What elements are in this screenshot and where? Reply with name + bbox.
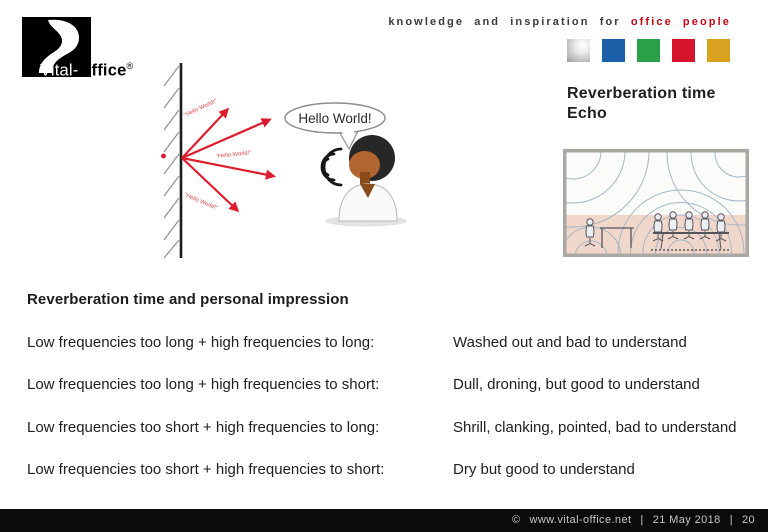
impression-row: [27, 334, 762, 351]
page-number: 20: [741, 514, 755, 526]
tagline-highlight: office people: [630, 16, 731, 28]
section-title-line1: Reverberation time: [567, 85, 716, 102]
condition-text: Low frequencies too long + high frequencies to short:: [27, 376, 380, 393]
section-title-line2: Echo: [567, 105, 607, 122]
color-square-blue: [602, 39, 625, 62]
color-square-gold: [707, 39, 730, 62]
condition-text: Low frequencies too short + high frequencies to short:: [27, 461, 385, 478]
echo-label: "Hello World!": [183, 192, 219, 212]
echo-scene-drawing: [140, 58, 432, 286]
footer-separator: |: [640, 514, 644, 526]
section-title: [567, 84, 716, 124]
color-square-silver: [567, 39, 590, 62]
footer-date: 21 May 2018: [652, 514, 721, 526]
impression-text: Dry but good to understand: [453, 461, 635, 478]
echo-label: "Hello World!": [215, 150, 252, 160]
logo-text-vital: Vital-: [40, 61, 79, 80]
impression-text: Washed out and bad to understand: [453, 334, 687, 351]
wall-hatching: [164, 66, 179, 258]
footer-separator: |: [729, 514, 733, 526]
registered-mark: ®: [126, 61, 134, 71]
logo-wordmark: [40, 61, 133, 81]
color-square-green: [637, 39, 660, 62]
impression-text: Shrill, clanking, pointed, bad to understand: [453, 419, 737, 436]
slide-footer: [0, 509, 768, 532]
echo-label: "Hello World!": [183, 98, 219, 119]
copyright-symbol: ©: [511, 514, 521, 526]
brand-color-squares: [567, 39, 730, 62]
sound-source-dot: [161, 154, 166, 159]
voice-waves-icon: [322, 149, 341, 185]
footer-url: www.vital-office.net: [529, 514, 632, 526]
condition-text: Low frequencies too long + high frequencies to long:: [27, 334, 375, 351]
condition-text: Low frequencies too short + high frequencies to long:: [27, 419, 380, 436]
impression-row: [27, 376, 762, 393]
echo-scene: [140, 58, 432, 286]
tagline-prefix: knowledge and inspiration for: [388, 16, 621, 28]
body-heading: Reverberation time and personal impression: [27, 291, 349, 308]
echo-labels: [183, 98, 251, 211]
impression-row: [27, 461, 762, 478]
color-square-red: [672, 39, 695, 62]
company-tagline: [388, 16, 731, 28]
echo-arrows: [182, 110, 273, 210]
impression-text: Dull, droning, but good to understand: [453, 376, 700, 393]
impression-row: [27, 419, 762, 436]
room-reverberation-figure: [563, 149, 749, 257]
room-figure-drawing: [563, 149, 749, 257]
logo-text-office: Office: [78, 61, 127, 80]
speech-bubble-text: Hello World!: [298, 111, 372, 126]
